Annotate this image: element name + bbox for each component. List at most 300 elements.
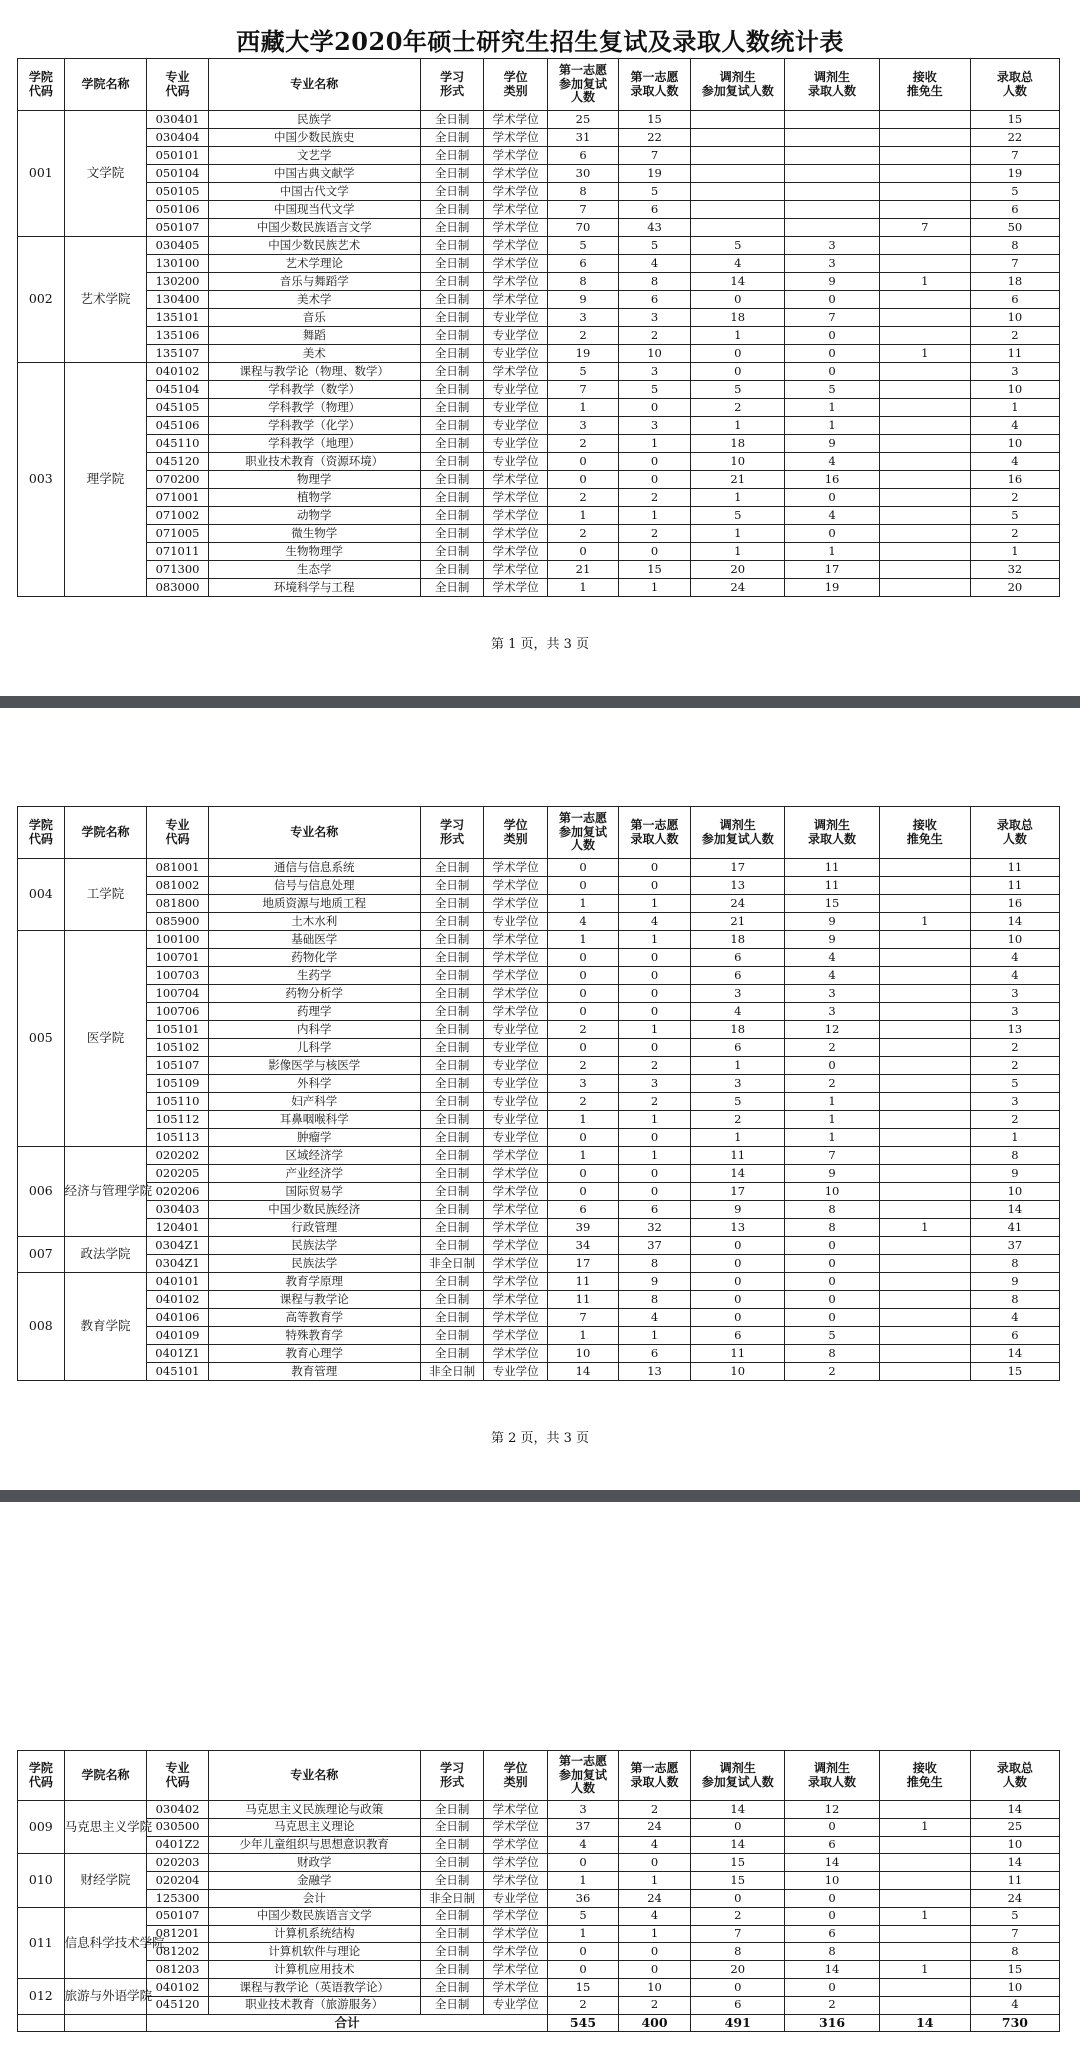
table-row — [18, 1057, 1060, 1075]
recommended-exempt — [879, 1345, 970, 1363]
table-row — [18, 327, 1060, 345]
first-choice-admitted: 3 — [618, 309, 690, 327]
major-code: 040106 — [147, 1309, 208, 1327]
college-name: 经济与管理学院 — [64, 1147, 147, 1237]
study-mode: 全日制 — [420, 345, 484, 363]
total-admitted: 41 — [970, 1219, 1059, 1237]
recommended-exempt — [879, 453, 970, 471]
first-choice-admitted: 0 — [618, 949, 690, 967]
transfer-retest: 9 — [691, 1201, 785, 1219]
total-admitted: 19 — [970, 165, 1059, 183]
transfer-admitted: 0 — [785, 489, 879, 507]
column-header: 专业 代码 — [147, 1751, 208, 1801]
first-choice-admitted: 24 — [618, 1889, 690, 1907]
transfer-admitted — [785, 183, 879, 201]
recommended-exempt — [879, 895, 970, 913]
column-header: 接收 推免生 — [879, 807, 970, 859]
recommended-exempt — [879, 435, 970, 453]
table-row — [18, 1889, 1060, 1907]
recommended-exempt — [879, 1889, 970, 1907]
major-code: 040101 — [147, 1273, 208, 1291]
table-row — [18, 1165, 1060, 1183]
major-name: 药物化学 — [208, 949, 420, 967]
major-name: 环境科学与工程 — [208, 579, 420, 597]
major-code: 100706 — [147, 1003, 208, 1021]
first-choice-admitted: 43 — [618, 219, 690, 237]
study-mode: 全日制 — [420, 1219, 484, 1237]
study-mode: 全日制 — [420, 1039, 484, 1057]
table-row — [18, 507, 1060, 525]
degree-type: 学术学位 — [484, 1836, 548, 1854]
major-code: 100703 — [147, 967, 208, 985]
major-code: 081800 — [147, 895, 208, 913]
table-row — [18, 399, 1060, 417]
major-name: 美术学 — [208, 291, 420, 309]
major-name: 学科教学（物理） — [208, 399, 420, 417]
first-choice-admitted: 1 — [618, 435, 690, 453]
recommended-exempt — [879, 949, 970, 967]
degree-type: 专业学位 — [484, 453, 548, 471]
degree-type: 学术学位 — [484, 1147, 548, 1165]
table-row — [18, 877, 1060, 895]
first-choice-admitted: 0 — [618, 543, 690, 561]
study-mode: 非全日制 — [420, 1363, 484, 1381]
degree-type: 学术学位 — [484, 895, 548, 913]
column-header: 专业名称 — [208, 1751, 420, 1801]
major-code: 135106 — [147, 327, 208, 345]
total-admitted: 7 — [970, 255, 1059, 273]
major-name: 课程与教学论 — [208, 1291, 420, 1309]
total-admitted: 22 — [970, 129, 1059, 147]
study-mode: 全日制 — [420, 1978, 484, 1996]
recommended-exempt — [879, 1327, 970, 1345]
first-choice-retest: 0 — [547, 859, 618, 877]
recommended-exempt — [879, 967, 970, 985]
transfer-admitted: 0 — [785, 1889, 879, 1907]
column-header: 录取总 人数 — [970, 59, 1059, 111]
recommended-exempt — [879, 1943, 970, 1961]
transfer-retest: 17 — [691, 859, 785, 877]
major-name: 职业技术教育（资源环境） — [208, 453, 420, 471]
major-name: 金融学 — [208, 1872, 420, 1890]
first-choice-admitted: 1 — [618, 1147, 690, 1165]
first-choice-retest: 37 — [547, 1818, 618, 1836]
study-mode: 全日制 — [420, 453, 484, 471]
first-choice-admitted: 3 — [618, 417, 690, 435]
study-mode: 全日制 — [420, 1872, 484, 1890]
transfer-admitted: 0 — [785, 291, 879, 309]
first-choice-retest: 0 — [547, 1183, 618, 1201]
first-choice-retest: 31 — [547, 129, 618, 147]
first-choice-admitted: 0 — [618, 967, 690, 985]
major-code: 045120 — [147, 453, 208, 471]
major-code: 030402 — [147, 1801, 208, 1819]
transfer-retest — [691, 165, 785, 183]
transfer-admitted: 2 — [785, 1039, 879, 1057]
college-name: 工学院 — [64, 859, 147, 931]
degree-type: 专业学位 — [484, 1363, 548, 1381]
degree-type: 学术学位 — [484, 1273, 548, 1291]
first-choice-retest: 7 — [547, 1309, 618, 1327]
transfer-admitted: 0 — [785, 1291, 879, 1309]
major-name: 会计 — [208, 1889, 420, 1907]
first-choice-retest: 1 — [547, 1872, 618, 1890]
major-name: 中国少数民族经济 — [208, 1201, 420, 1219]
transfer-retest: 15 — [691, 1872, 785, 1890]
major-code: 030401 — [147, 111, 208, 129]
page-number-2: 第 2 页，共 3 页 — [490, 1431, 590, 1446]
major-code: 040102 — [147, 363, 208, 381]
first-choice-admitted: 0 — [618, 1039, 690, 1057]
total-admitted: 5 — [970, 183, 1059, 201]
table-row — [18, 913, 1060, 931]
transfer-retest — [691, 201, 785, 219]
table-row — [18, 255, 1060, 273]
first-choice-retest: 3 — [547, 1801, 618, 1819]
first-choice-retest: 2 — [547, 1996, 618, 2014]
column-header: 专业名称 — [208, 59, 420, 111]
major-name: 舞蹈 — [208, 327, 420, 345]
total-value: 730 — [970, 2014, 1059, 2032]
first-choice-retest: 6 — [547, 147, 618, 165]
total-admitted: 5 — [970, 1907, 1059, 1925]
degree-type: 学术学位 — [484, 489, 548, 507]
degree-type: 专业学位 — [484, 345, 548, 363]
first-choice-admitted: 0 — [618, 859, 690, 877]
college-name: 艺术学院 — [64, 237, 147, 363]
major-code: 085900 — [147, 913, 208, 931]
major-name: 耳鼻咽喉科学 — [208, 1111, 420, 1129]
study-mode: 全日制 — [420, 561, 484, 579]
first-choice-retest: 15 — [547, 1978, 618, 1996]
total-admitted: 4 — [970, 417, 1059, 435]
degree-type: 学术学位 — [484, 111, 548, 129]
degree-type: 学术学位 — [484, 237, 548, 255]
column-header: 学习 形式 — [420, 59, 484, 111]
first-choice-retest: 17 — [547, 1255, 618, 1273]
table-row — [18, 985, 1060, 1003]
first-choice-admitted: 5 — [618, 183, 690, 201]
table-row — [18, 111, 1060, 129]
college-code: 003 — [18, 363, 65, 597]
table-row — [18, 1907, 1060, 1925]
major-name: 马克思主义理论 — [208, 1818, 420, 1836]
first-choice-admitted: 4 — [618, 255, 690, 273]
degree-type: 学术学位 — [484, 949, 548, 967]
study-mode: 非全日制 — [420, 1889, 484, 1907]
degree-type: 学术学位 — [484, 1291, 548, 1309]
table-row — [18, 931, 1060, 949]
college-code: 001 — [18, 111, 65, 237]
first-choice-retest: 19 — [547, 345, 618, 363]
transfer-admitted — [785, 219, 879, 237]
study-mode: 全日制 — [420, 1075, 484, 1093]
study-mode: 全日制 — [420, 183, 484, 201]
first-choice-admitted: 0 — [618, 1183, 690, 1201]
degree-type: 学术学位 — [484, 363, 548, 381]
recommended-exempt — [879, 1201, 970, 1219]
study-mode: 全日制 — [420, 327, 484, 345]
study-mode: 全日制 — [420, 525, 484, 543]
transfer-retest: 3 — [691, 1075, 785, 1093]
degree-type: 学术学位 — [484, 967, 548, 985]
first-choice-retest: 2 — [547, 1057, 618, 1075]
transfer-retest: 0 — [691, 1273, 785, 1291]
recommended-exempt — [879, 859, 970, 877]
study-mode: 全日制 — [420, 1925, 484, 1943]
first-choice-retest: 3 — [547, 417, 618, 435]
first-choice-retest: 1 — [547, 1925, 618, 1943]
total-admitted: 6 — [970, 1327, 1059, 1345]
study-mode: 全日制 — [420, 489, 484, 507]
table-row — [18, 1309, 1060, 1327]
transfer-retest: 4 — [691, 255, 785, 273]
study-mode: 全日制 — [420, 1147, 484, 1165]
first-choice-retest: 21 — [547, 561, 618, 579]
total-admitted: 9 — [970, 1165, 1059, 1183]
first-choice-admitted: 1 — [618, 1925, 690, 1943]
transfer-retest: 14 — [691, 1801, 785, 1819]
major-code: 040102 — [147, 1978, 208, 1996]
degree-type: 学术学位 — [484, 877, 548, 895]
major-code: 120401 — [147, 1219, 208, 1237]
table-row — [18, 895, 1060, 913]
recommended-exempt — [879, 237, 970, 255]
first-choice-admitted: 0 — [618, 1003, 690, 1021]
transfer-retest: 5 — [691, 381, 785, 399]
table-row — [18, 381, 1060, 399]
major-code: 100100 — [147, 931, 208, 949]
first-choice-retest: 34 — [547, 1237, 618, 1255]
study-mode: 全日制 — [420, 579, 484, 597]
recommended-exempt — [879, 327, 970, 345]
first-choice-retest: 1 — [547, 507, 618, 525]
total-admitted: 14 — [970, 1201, 1059, 1219]
transfer-retest: 11 — [691, 1345, 785, 1363]
transfer-retest — [691, 147, 785, 165]
table-row — [18, 471, 1060, 489]
degree-type: 学术学位 — [484, 471, 548, 489]
major-code: 045110 — [147, 435, 208, 453]
study-mode: 全日制 — [420, 1057, 484, 1075]
first-choice-admitted: 2 — [618, 489, 690, 507]
total-admitted: 7 — [970, 1925, 1059, 1943]
degree-type: 学术学位 — [484, 1345, 548, 1363]
column-header: 调剂生 录取人数 — [785, 1751, 879, 1801]
major-code: 125300 — [147, 1889, 208, 1907]
degree-type: 学术学位 — [484, 561, 548, 579]
column-header: 学院 代码 — [18, 1751, 65, 1801]
transfer-retest: 13 — [691, 1219, 785, 1237]
major-name: 课程与教学论（物理、数学） — [208, 363, 420, 381]
table-row — [18, 345, 1060, 363]
major-code: 050104 — [147, 165, 208, 183]
major-code: 081202 — [147, 1943, 208, 1961]
major-code: 135101 — [147, 309, 208, 327]
column-header: 接收 推免生 — [879, 1751, 970, 1801]
first-choice-retest: 2 — [547, 1093, 618, 1111]
first-choice-admitted: 5 — [618, 381, 690, 399]
table-row — [18, 1801, 1060, 1819]
first-choice-admitted: 8 — [618, 1291, 690, 1309]
table-row — [18, 237, 1060, 255]
major-name: 生物物理学 — [208, 543, 420, 561]
first-choice-admitted: 37 — [618, 1237, 690, 1255]
table-row — [18, 1039, 1060, 1057]
degree-type: 学术学位 — [484, 1872, 548, 1890]
transfer-retest: 18 — [691, 309, 785, 327]
total-value: 491 — [691, 2014, 785, 2032]
study-mode: 全日制 — [420, 1111, 484, 1129]
transfer-retest: 2 — [691, 1111, 785, 1129]
degree-type: 专业学位 — [484, 399, 548, 417]
major-name: 文艺学 — [208, 147, 420, 165]
study-mode: 全日制 — [420, 1021, 484, 1039]
transfer-retest: 13 — [691, 877, 785, 895]
first-choice-retest: 2 — [547, 1021, 618, 1039]
major-code: 071005 — [147, 525, 208, 543]
total-admitted: 10 — [970, 1978, 1059, 1996]
first-choice-retest: 8 — [547, 273, 618, 291]
recommended-exempt — [879, 165, 970, 183]
major-name: 动物学 — [208, 507, 420, 525]
major-name: 物理学 — [208, 471, 420, 489]
total-admitted: 37 — [970, 1237, 1059, 1255]
major-name: 学科教学（数学） — [208, 381, 420, 399]
first-choice-retest: 0 — [547, 453, 618, 471]
recommended-exempt — [879, 1255, 970, 1273]
college-code: 009 — [18, 1801, 65, 1854]
transfer-retest — [691, 183, 785, 201]
recommended-exempt — [879, 201, 970, 219]
study-mode: 全日制 — [420, 1836, 484, 1854]
first-choice-retest: 6 — [547, 1201, 618, 1219]
transfer-admitted: 1 — [785, 1111, 879, 1129]
major-name: 艺术学理论 — [208, 255, 420, 273]
study-mode: 全日制 — [420, 1854, 484, 1872]
degree-type: 学术学位 — [484, 1183, 548, 1201]
recommended-exempt — [879, 1363, 970, 1381]
study-mode: 全日制 — [420, 931, 484, 949]
first-choice-retest: 0 — [547, 1039, 618, 1057]
major-name: 内科学 — [208, 1021, 420, 1039]
major-name: 计算机系统结构 — [208, 1925, 420, 1943]
total-admitted: 14 — [970, 913, 1059, 931]
table-row — [18, 949, 1060, 967]
major-code: 105112 — [147, 1111, 208, 1129]
degree-type: 学术学位 — [484, 859, 548, 877]
major-name: 信号与信息处理 — [208, 877, 420, 895]
first-choice-admitted: 10 — [618, 1978, 690, 1996]
study-mode: 全日制 — [420, 877, 484, 895]
college-code: 007 — [18, 1237, 65, 1273]
total-admitted: 8 — [970, 1255, 1059, 1273]
degree-type: 学术学位 — [484, 525, 548, 543]
total-admitted: 32 — [970, 561, 1059, 579]
recommended-exempt — [879, 291, 970, 309]
column-header: 专业名称 — [208, 807, 420, 859]
recommended-exempt — [879, 489, 970, 507]
study-mode: 全日制 — [420, 543, 484, 561]
first-choice-admitted: 1 — [618, 507, 690, 525]
study-mode: 全日制 — [420, 1165, 484, 1183]
degree-type: 学术学位 — [484, 219, 548, 237]
transfer-retest: 1 — [691, 417, 785, 435]
major-code: 030404 — [147, 129, 208, 147]
college-code: 010 — [18, 1854, 65, 1907]
recommended-exempt: 1 — [879, 1961, 970, 1979]
major-name: 行政管理 — [208, 1219, 420, 1237]
first-choice-retest: 3 — [547, 1075, 618, 1093]
recommended-exempt — [879, 507, 970, 525]
recommended-exempt — [879, 381, 970, 399]
major-name: 少年儿童组织与思想意识教育 — [208, 1836, 420, 1854]
college-name: 理学院 — [64, 363, 147, 597]
major-name: 植物学 — [208, 489, 420, 507]
total-admitted: 11 — [970, 1872, 1059, 1890]
study-mode: 全日制 — [420, 1273, 484, 1291]
major-code: 071300 — [147, 561, 208, 579]
transfer-admitted: 2 — [785, 1996, 879, 2014]
first-choice-admitted: 13 — [618, 1363, 690, 1381]
first-choice-retest: 1 — [547, 931, 618, 949]
recommended-exempt — [879, 1854, 970, 1872]
column-header: 调剂生 参加复试人数 — [691, 807, 785, 859]
degree-type: 学术学位 — [484, 1327, 548, 1345]
recommended-exempt — [879, 1183, 970, 1201]
first-choice-retest: 0 — [547, 949, 618, 967]
study-mode: 全日制 — [420, 219, 484, 237]
transfer-admitted: 0 — [785, 1237, 879, 1255]
degree-type: 学术学位 — [484, 1003, 548, 1021]
major-name: 特殊教育学 — [208, 1327, 420, 1345]
first-choice-retest: 0 — [547, 1961, 618, 1979]
first-choice-retest: 5 — [547, 237, 618, 255]
column-header: 学习 形式 — [420, 807, 484, 859]
first-choice-retest: 5 — [547, 363, 618, 381]
major-name: 计算机软件与理论 — [208, 1943, 420, 1961]
major-name: 微生物学 — [208, 525, 420, 543]
first-choice-retest: 0 — [547, 1003, 618, 1021]
header-row — [18, 1751, 1060, 1801]
column-header: 接收 推免生 — [879, 59, 970, 111]
table-row — [18, 1363, 1060, 1381]
transfer-admitted: 8 — [785, 1201, 879, 1219]
transfer-admitted: 9 — [785, 931, 879, 949]
major-name: 学科教学（地理） — [208, 435, 420, 453]
total-admitted: 15 — [970, 111, 1059, 129]
transfer-admitted: 2 — [785, 1363, 879, 1381]
first-choice-retest: 8 — [547, 183, 618, 201]
degree-type: 专业学位 — [484, 1111, 548, 1129]
degree-type: 学术学位 — [484, 1978, 548, 1996]
first-choice-admitted: 0 — [618, 1943, 690, 1961]
recommended-exempt — [879, 1996, 970, 2014]
total-admitted: 14 — [970, 1801, 1059, 1819]
first-choice-admitted: 32 — [618, 1219, 690, 1237]
study-mode: 全日制 — [420, 1907, 484, 1925]
transfer-retest: 24 — [691, 895, 785, 913]
first-choice-retest: 11 — [547, 1291, 618, 1309]
recommended-exempt — [879, 1093, 970, 1111]
transfer-admitted — [785, 201, 879, 219]
transfer-retest: 1 — [691, 543, 785, 561]
transfer-retest: 0 — [691, 1889, 785, 1907]
major-code: 081001 — [147, 859, 208, 877]
major-code: 020202 — [147, 1147, 208, 1165]
major-code: 130400 — [147, 291, 208, 309]
first-choice-admitted: 1 — [618, 1872, 690, 1890]
